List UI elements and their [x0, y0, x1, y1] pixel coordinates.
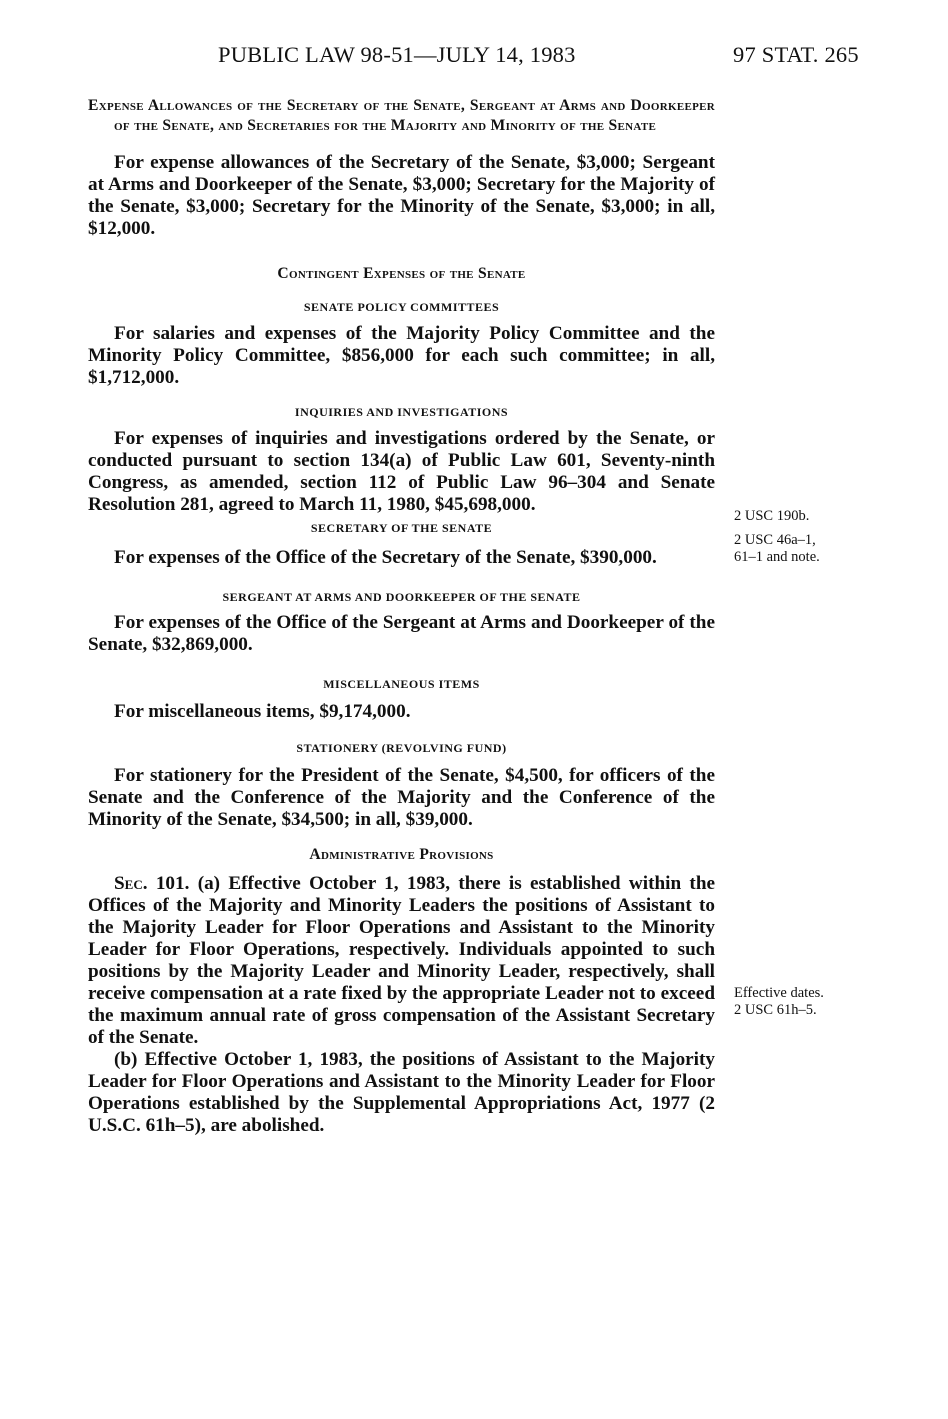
paragraph-section-101-a — [88, 873, 715, 1049]
margin-note-usc-190b: 2 USC 190b. — [734, 508, 810, 524]
running-head-stat-page: 97 STAT. 265 — [733, 42, 859, 67]
heading-stationery: STATIONERY (REVOLVING FUND) — [296, 741, 507, 755]
heading-sergeant: SERGEANT AT ARMS AND DOORKEEPER OF THE SENATE — [222, 590, 581, 604]
heading-expense-allowances: Expense Allowances of the Secretary of the Senate, Sergeant at Arms and Doorkeeper of the Senate, and Secretaries for the Majority and Minority of the Senate — [88, 97, 715, 134]
heading-secretary: SECRETARY OF THE SENATE — [310, 521, 493, 535]
document-body — [88, 96, 715, 1137]
paragraph-expense-allowances: For expense allowances of the Secretary of the Senate, $3,000; Sergeant at Arms and Doorkeeper of the Senate, $3,000; Secretary for the Majority of the Senate, $3,000; Secretary for the Minority of the Senate, $3,000; in all, $12,000. — [88, 152, 715, 239]
heading-policy-committees: SENATE POLICY COMMITTEES — [303, 300, 500, 314]
margin-note-effective-dates: Effective dates. — [734, 985, 824, 1001]
paragraph-sergeant: For expenses of the Office of the Sergeant at Arms and Doorkeeper of the Senate, $32,869,000. — [88, 612, 715, 655]
heading-contingent-expenses: Contingent Expenses of the Senate — [277, 265, 526, 282]
running-head-title: PUBLIC LAW 98-51—JULY 14, 1983 — [218, 42, 576, 67]
paragraph-miscellaneous: For miscellaneous items, $9,174,000. — [114, 701, 411, 722]
heading-inquiries: INQUIRIES AND INVESTIGATIONS — [294, 405, 509, 419]
paragraph-section-101-b: (b) Effective October 1, 1983, the positions of Assistant to the Majority Leader for Floor Operations and Assistant to the Minority Leader for Floor Operations established by the Supplemental Appropriations Act, 1977 (2 U.S.C. 61h–5), are abolished. — [88, 1049, 715, 1136]
paragraph-inquiries: For expenses of inquiries and investigations ordered by the Senate, or conducted pursuant to section 134(a) of Public Law 601, Seventy-ninth Congress, as amended, section 112 of Public Law 96–304 and Senate Resolution 281, agreed to March 11, 1980, $45,698,000. — [88, 428, 715, 515]
section-101-a-text: (a) Effective October 1, 1983, there is established within the Offices of the Majority and Minority Leaders the positions of Assistant to the Majority Leader for Floor Operations and Assistant to the Minority Leader for Floor Operations, respectively. Individuals appointed to such positions by the Majority Leader and Minority Leader, respectively, shall receive compensation at a rate fixed by the appropriate Leader not to exceed the maximum annual rate of gross compensation of the Assistant Secretary of the Senate. — [88, 873, 716, 1048]
margin-note-usc-61h-5: 2 USC 61h–5. — [734, 1002, 817, 1018]
paragraph-policy-committees: For salaries and expenses of the Majority Policy Committee and the Minority Policy Committee, $856,000 for each such committee; in all, $1,712,000. — [88, 323, 715, 388]
running-head — [0, 42, 948, 72]
heading-miscellaneous: MISCELLANEOUS ITEMS — [323, 677, 480, 691]
paragraph-secretary: For expenses of the Office of the Secretary of the Senate, $390,000. — [114, 547, 657, 568]
margin-note-usc-61: 61–1 and note. — [734, 549, 820, 565]
section-label: Sec. 101. — [114, 873, 190, 894]
margin-note-usc-46a: 2 USC 46a–1, — [734, 532, 816, 548]
heading-administrative-provisions: Administrative Provisions — [309, 846, 494, 863]
paragraph-stationery: For stationery for the President of the Senate, $4,500, for officers of the Senate and the Conference of the Majority and the Conference of the Minority of the Senate, $34,500; in all, $39,000. — [88, 765, 715, 830]
